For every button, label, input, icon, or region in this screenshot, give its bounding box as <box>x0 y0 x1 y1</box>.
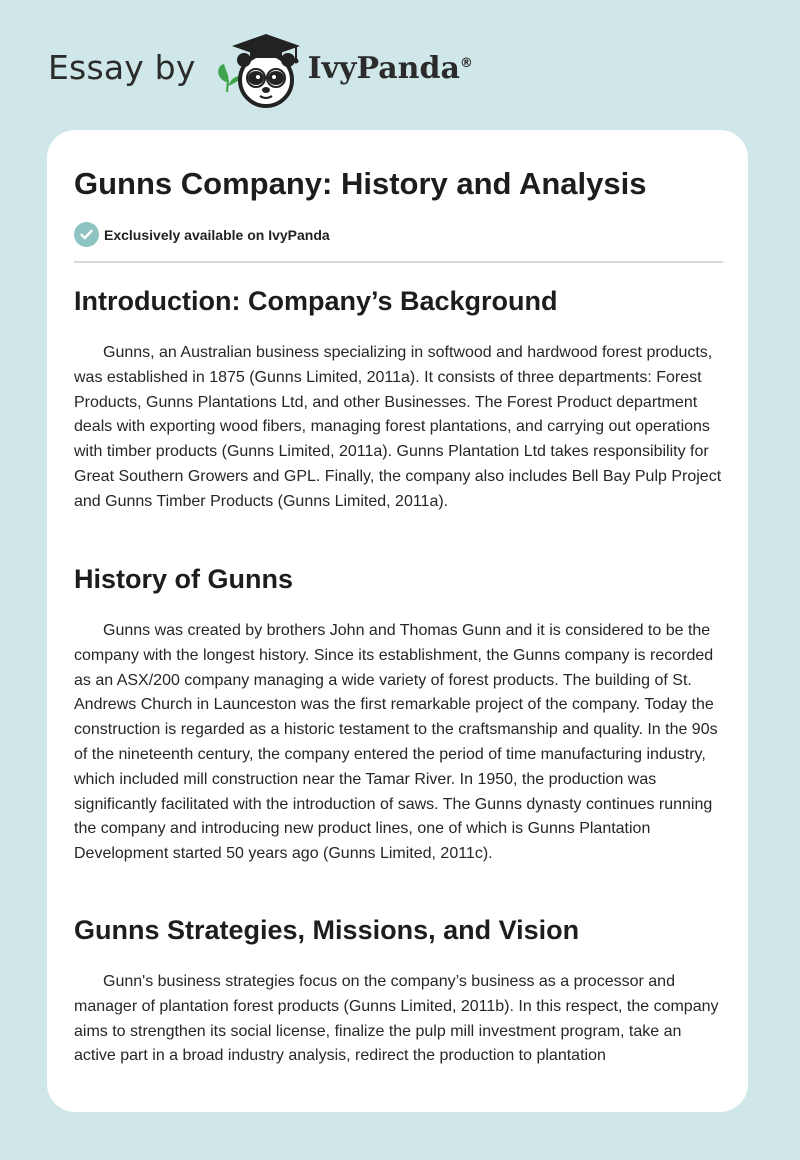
section-paragraph: Gunn's business strategies focus on the company’s business as a processor and manager of plantation forest products (Gunns Limited, 2011b). In this respect, the company aims to strengthen its social license, finalize the pulp mill investment program, take an active part in a broad industry analysis, redirect the production to plantation <box>74 973 719 1065</box>
essay-card <box>47 130 748 1112</box>
title-divider <box>74 261 723 263</box>
essay-by-label: Essay by <box>48 47 196 87</box>
section-heading: History of Gunns <box>74 564 294 594</box>
check-circle-icon <box>74 222 99 247</box>
panda-graduate-icon[interactable] <box>210 30 306 110</box>
section-paragraph: Gunns, an Australian business specializing in softwood and hardwood forest products, was established in 1875 (Gunns Limited, 2011a). It consists of three departments: Forest Products, Gunns Plantations Ltd, and other Businesses. The Forest Product department deals with exporting wood fibers, managing forest plantations, and carrying out operations with timber products (Gunns Limited, 2011a). Gunns Plantation Ltd takes responsibility for Great Southern Growers and GPL. Finally, the company also includes Bell Bay Pulp Project and Gunns Timber Products (Gunns Limited, 2011a). <box>74 344 722 510</box>
section-introduction <box>74 286 723 515</box>
registered-mark: ® <box>459 55 473 71</box>
ivypanda-brand-name[interactable]: IvyPanda® <box>307 50 473 86</box>
section-heading: Gunns Strategies, Missions, and Vision <box>74 915 580 945</box>
section-paragraph: Gunns was created by brothers John and Thomas Gunn and it is considered to be the company with the longest history. Since its establishment, the Gunns company is recorded as an ASX/200 company managing a wide variety of forest products. The building of St. Andrews Church in Launceston was the first remarkable project of the company. Today the construction is regarded as a historic testament to the craftsmanship and quality. In the 90s of the nineteenth century, the company entered the period of time manufacturing industry, which included mill construction near the Tamar River. In 1950, the production was significantly facilitated with the introduction of saws. The Gunns dynasty continues running the company and introducing new product lines, one of which is Gunns Plantation Development started 50 years ago (Gunns Limited, 2011c). <box>74 622 718 863</box>
site-header <box>48 30 473 110</box>
exclusive-badge-text: Exclusively available on IvyPanda <box>104 226 330 243</box>
section-strategies <box>74 915 723 1069</box>
section-history <box>74 564 723 867</box>
exclusive-badge <box>74 222 330 247</box>
section-heading: Introduction: Company’s Background <box>74 286 558 316</box>
page-title: Gunns Company: History and Analysis <box>74 166 647 201</box>
